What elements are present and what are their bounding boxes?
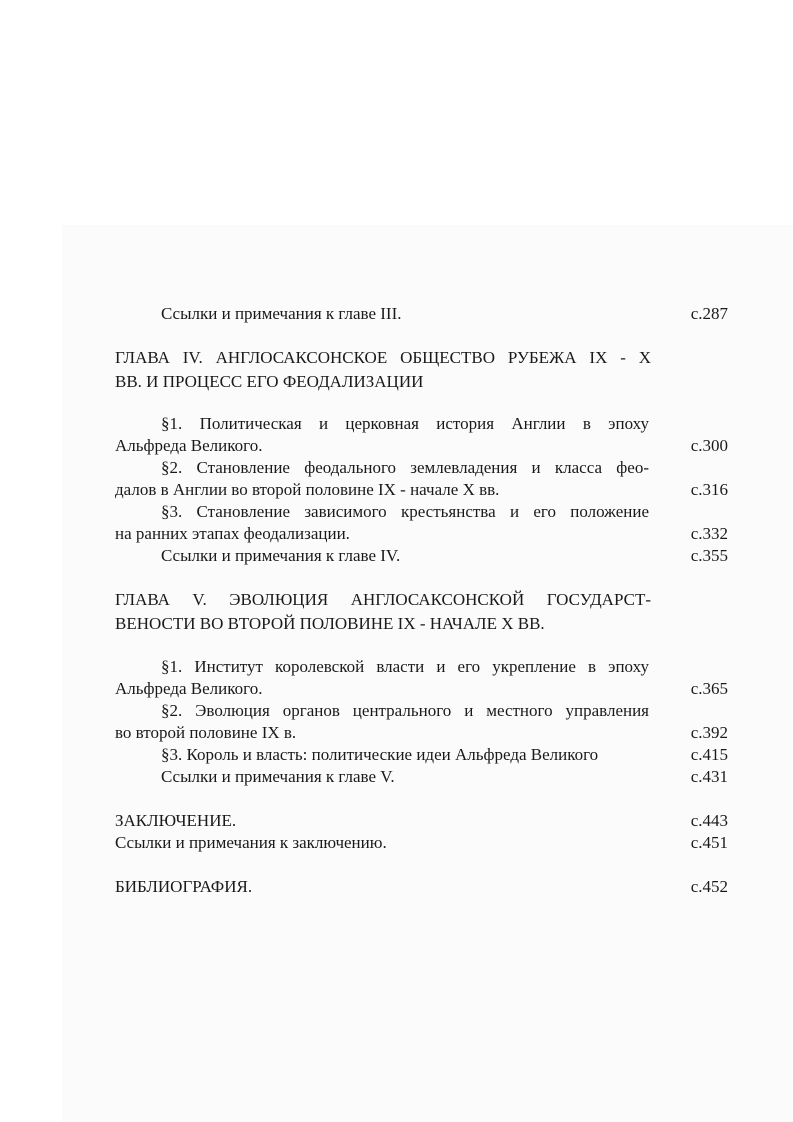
ch4-section-1-line-1: §1. Политическая и церковная история Англии в эпоху [161,414,649,433]
ch4-section-3-line-1: §3. Становление зависимого крестьянства и его положение [161,502,649,521]
toc-entry-bibliography: БИБЛИОГРАФИЯ. [115,877,253,896]
chapter-4-title-line-2: ВВ. И ПРОЦЕСС ЕГО ФЕОДАЛИЗАЦИИ [115,372,424,391]
toc-entry-conclusion-notes: Ссылки и примечания к заключению. [115,833,387,852]
chapter-5-title-line-1: ГЛАВА V. ЭВОЛЮЦИЯ АНГЛОСАКСОНСКОЙ ГОСУДАРСТ- [115,590,651,609]
ch5-section-1-line-1: §1. Институт королевской власти и его укрепление в эпоху [161,657,649,676]
ch5-section-1-page: с.365 [690,679,728,698]
chapter-4-title-line-1: ГЛАВА IV. АНГЛОСАКСОНСКОЕ ОБЩЕСТВО РУБЕЖА IX - X [115,348,651,367]
ch4-section-3-page: с.332 [690,524,728,543]
ch4-section-2-line-2: далов в Англии во второй половине IX - начале X вв. [115,480,500,499]
toc-entry-ch4-notes: Ссылки и примечания к главе IV. [161,546,401,565]
toc-page-ch3-notes: с.287 [690,304,728,323]
chapter-5-title-line-2: ВЕНОСТИ ВО ВТОРОЙ ПОЛОВИНЕ IX - НАЧАЛЕ X ВВ. [115,614,545,633]
ch5-section-2-line-2: во второй половине IX в. [115,723,297,742]
toc-page-ch4-notes: с.355 [690,546,728,565]
ch4-section-3-line-2: на ранних этапах феодализации. [115,524,350,543]
ch5-section-3: §3. Король и власть: политические идеи Альфреда Великого [161,745,599,764]
ch4-section-1-line-2: Альфреда Великого. [115,436,263,455]
toc-page-conclusion: с.443 [690,811,728,830]
toc-entry-ch5-notes: Ссылки и примечания к главе V. [161,767,395,786]
ch5-section-2-line-1: §2. Эволюция органов центрального и местного управления [161,701,649,720]
toc-entry-conclusion: ЗАКЛЮЧЕНИЕ. [115,811,237,830]
ch5-section-3-page: с.415 [690,745,728,764]
ch4-section-1-page: с.300 [690,436,728,455]
toc-page-bibliography: с.452 [690,877,728,896]
ch5-section-2-page: с.392 [690,723,728,742]
toc-page-ch5-notes: с.431 [690,767,728,786]
ch4-section-2-page: с.316 [690,480,728,499]
toc-page-conclusion-notes: с.451 [690,833,728,852]
ch5-section-1-line-2: Альфреда Великого. [115,679,263,698]
ch4-section-2-line-1: §2. Становление феодального землевладения и класса фео- [161,458,649,477]
toc-entry-ch3-notes: Ссылки и примечания к главе III. [161,304,402,323]
